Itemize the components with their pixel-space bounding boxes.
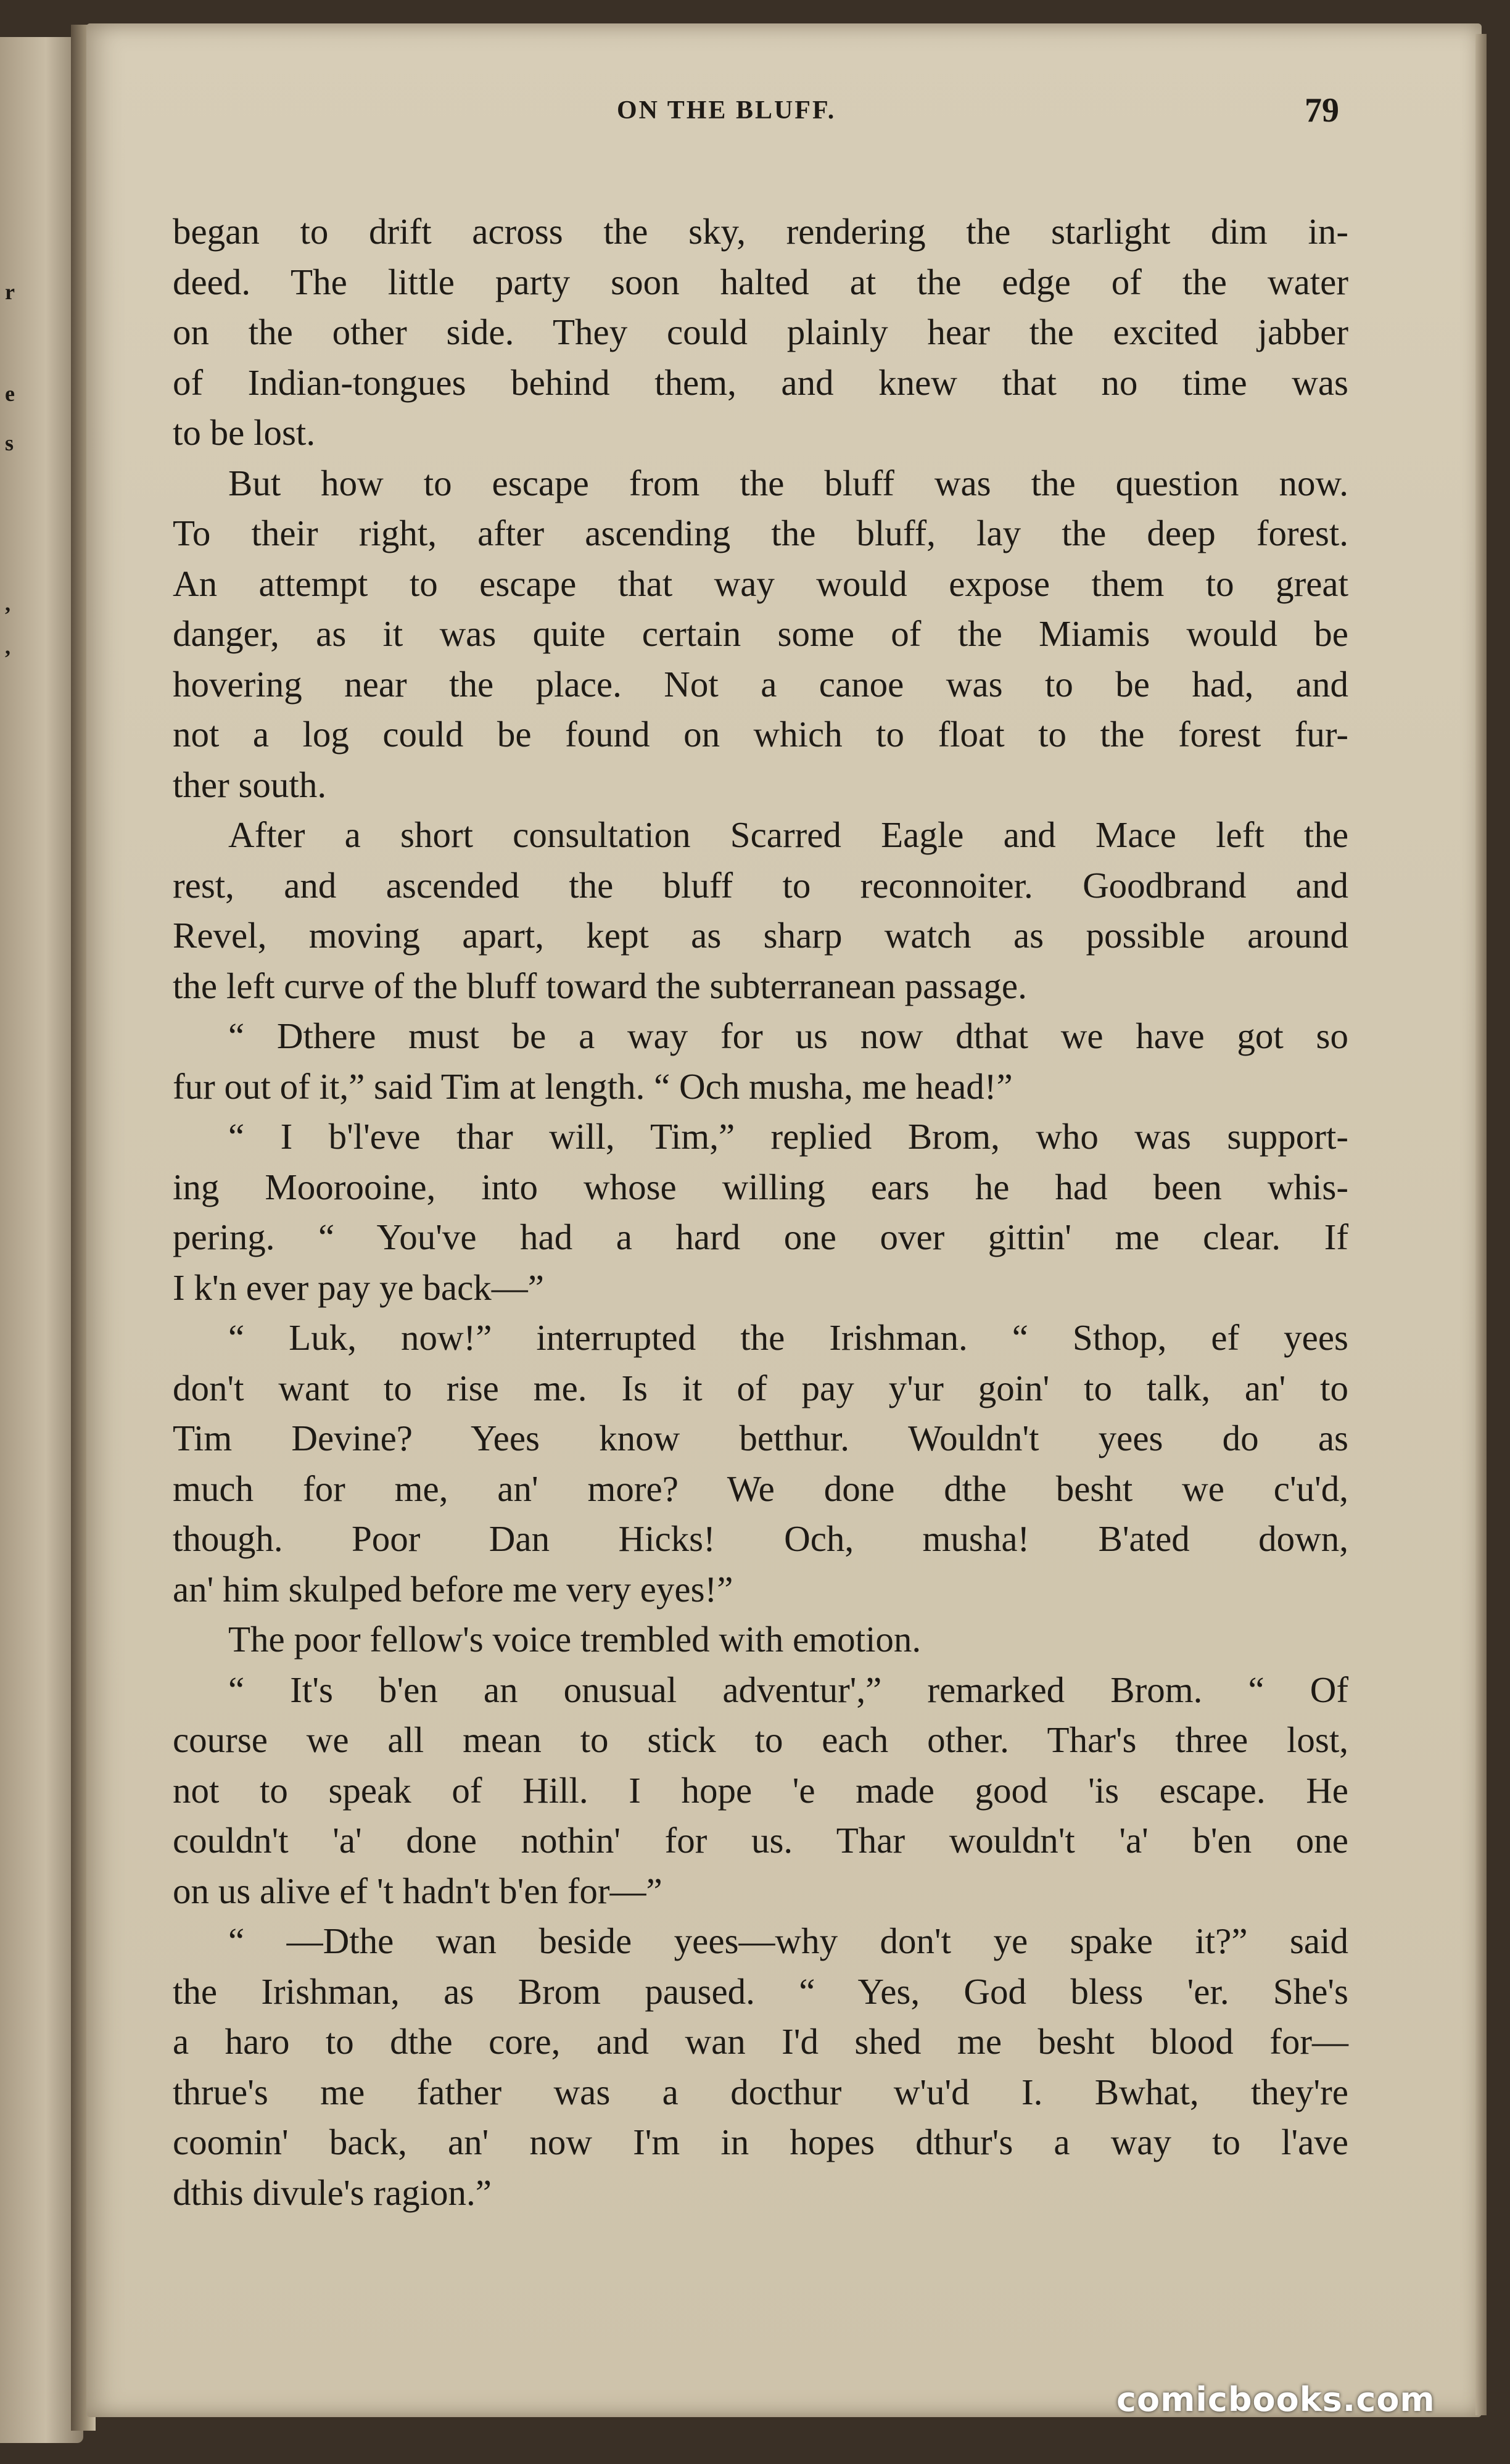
text-line: the left curve of the bluff toward the subterranean passage. bbox=[173, 965, 1027, 1006]
text-line: of Indian-tongues behind them, and knew that no time was bbox=[173, 362, 1348, 403]
text-line: pering. “ You've had a hard one over gittin' me clear. If bbox=[173, 1217, 1348, 1257]
text-line: not a log could be found on which to float to the forest fur- bbox=[173, 714, 1348, 754]
text-line: fur out of it,” said Tim at length. “ Och musha, me head!” bbox=[173, 1065, 1013, 1107]
facing-page-mark: r bbox=[5, 279, 15, 304]
text-line: on the other side. They could plainly hear the excited jabber bbox=[173, 312, 1348, 352]
text-line: much for me, an' more? We done dthe besht we c'u'd, bbox=[173, 1468, 1348, 1509]
text-line: dthis divule's ragion.” bbox=[173, 2172, 492, 2213]
text-line: to be lost. bbox=[173, 412, 316, 453]
text-line: not to speak of Hill. I hope 'e made good 'is escape. He bbox=[173, 1769, 1348, 1811]
facing-page-mark: s bbox=[5, 431, 14, 455]
page-header bbox=[86, 91, 1482, 139]
site-watermark: comicbooks.com bbox=[1116, 2380, 1435, 2419]
page-number: 79 bbox=[1305, 91, 1339, 130]
running-head: ON THE BLUFF. bbox=[617, 96, 836, 125]
text-line: “ It's b'en an onusual adventur',” remarked Brom. “ Of bbox=[228, 1669, 1348, 1710]
text-line: The poor fellow's voice trembled with emotion. bbox=[228, 1619, 922, 1660]
text-line: don't want to rise me. Is it of pay y'ur goin' to talk, an' to bbox=[173, 1367, 1348, 1408]
text-line: the Irishman, as Brom paused. “ Yes, God bless 'er. She's bbox=[173, 1970, 1348, 2012]
page-stack-edge bbox=[1475, 34, 1487, 2415]
text-line: coomin' back, an' now I'm in hopes dthur's a way to l'ave bbox=[173, 2122, 1348, 2162]
text-line: Revel, moving apart, kept as sharp watch as possible around bbox=[173, 915, 1348, 956]
text-line: began to drift across the sky, rendering the starlight dim in- bbox=[173, 211, 1348, 252]
facing-page-mark: e bbox=[5, 381, 15, 406]
text-line: an' him skulped before me very eyes!” bbox=[173, 1568, 733, 1610]
text-line: though. Poor Dan Hicks! Och, musha! B'ated down, bbox=[173, 1518, 1348, 1559]
text-line: couldn't 'a' done nothin' for us. Thar wouldn't 'a' b'en one bbox=[173, 1820, 1348, 1861]
text-line: To their right, after ascending the bluff, lay the deep forest. bbox=[173, 513, 1348, 553]
text-line: “ —Dthe wan beside yees—why don't ye spake it?” said bbox=[228, 1920, 1348, 1961]
text-line: ther south. bbox=[173, 764, 327, 805]
facing-page-mark: , bbox=[5, 634, 10, 659]
text-line: thrue's me father was a docthur w'u'd I. Bwhat, they're bbox=[173, 2071, 1348, 2112]
text-line: deed. The little party soon halted at the edge of the water bbox=[173, 261, 1348, 302]
text-line: hovering near the place. Not a canoe was to be had, and bbox=[173, 663, 1348, 705]
text-line: “ I b'l'eve thar will, Tim,” replied Brom, who was support- bbox=[228, 1116, 1348, 1157]
text-line: rest, and ascended the bluff to reconnoiter. Goodbrand and bbox=[173, 864, 1348, 906]
text-line: But how to escape from the bluff was the question now. bbox=[228, 462, 1348, 503]
text-line: An attempt to escape that way would expose them to great bbox=[173, 563, 1348, 604]
text-line: I k'n ever pay ye back—” bbox=[173, 1267, 544, 1308]
text-line: on us alive ef 't hadn't b'en for—” bbox=[173, 1870, 662, 1911]
text-line: “ Luk, now!” interrupted the Irishman. “ Sthop, ef yees bbox=[228, 1317, 1348, 1358]
text-line: After a short consultation Scarred Eagle and Mace left the bbox=[228, 814, 1348, 855]
text-line: course we all mean to stick to each other. Thar's three lost, bbox=[173, 1719, 1348, 1760]
text-line: ing Moorooine, into whose willing ears he had been whis- bbox=[173, 1166, 1348, 1207]
text-line: a haro to dthe core, and wan I'd shed me besht blood for— bbox=[173, 2021, 1348, 2062]
text-line: danger, as it was quite certain some of the Miamis would be bbox=[173, 613, 1348, 654]
body-text bbox=[173, 207, 1348, 2218]
facing-page-mark: , bbox=[5, 591, 10, 616]
text-line: Tim Devine? Yees know betthur. Wouldn't yees do as bbox=[173, 1418, 1348, 1458]
text-line: “ Dthere must be a way for us now dthat we have got so bbox=[228, 1015, 1348, 1056]
